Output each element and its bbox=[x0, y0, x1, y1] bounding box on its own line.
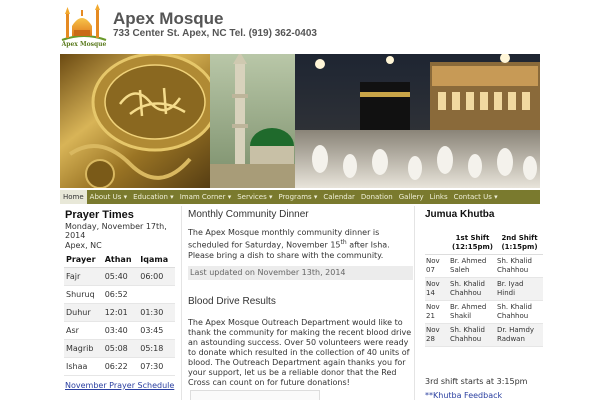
table-row bbox=[64, 357, 175, 375]
iqama-time bbox=[138, 285, 175, 303]
jumua-khutba-panel bbox=[420, 206, 540, 400]
table-row bbox=[425, 323, 543, 346]
nav-services[interactable]: Services ▾ bbox=[237, 193, 273, 201]
nav-programs[interactable]: Programs ▾ bbox=[278, 193, 318, 201]
prayer-name: Duhur bbox=[64, 303, 103, 321]
khutba-date: Nov 14 bbox=[425, 277, 449, 300]
first-shift-speaker: Sh. Khalid Chahhou bbox=[449, 277, 496, 300]
table-row bbox=[64, 303, 175, 321]
nav-imam-corner[interactable]: Imam Corner ▾ bbox=[179, 193, 232, 201]
dinner-post-title[interactable]: Monthly Community Dinner bbox=[188, 209, 309, 220]
iqama-time: 01:30 bbox=[138, 303, 175, 321]
site-header bbox=[0, 0, 600, 52]
second-shift-speaker: Sh. Khalid Chahhou bbox=[496, 300, 543, 323]
table-row bbox=[64, 339, 175, 357]
iqama-time: 07:30 bbox=[138, 357, 175, 375]
logo-caption: Apex Mosque bbox=[61, 41, 107, 48]
prayer-name: Shuruq bbox=[64, 285, 103, 303]
first-shift-speaker: Br. Ahmed Shakil bbox=[449, 300, 496, 323]
col-header-second-shift bbox=[496, 232, 543, 254]
nav-contact-us[interactable]: Contact Us ▾ bbox=[453, 193, 498, 201]
dinner-body-part2: after Isha. Please bring a dish to share with the community. bbox=[188, 240, 390, 260]
second-shift-speaker: Sh. Khalid Chahhou bbox=[496, 254, 543, 277]
table-row bbox=[425, 277, 543, 300]
second-shift-label: 2nd Shift bbox=[501, 233, 538, 242]
col-header-prayer: Prayer bbox=[64, 253, 103, 267]
iqama-time: 06:00 bbox=[138, 267, 175, 285]
prayer-location: Apex, NC bbox=[65, 241, 102, 250]
first-shift-speaker: Br. Ahmed Saleh bbox=[449, 254, 496, 277]
athan-time: 06:22 bbox=[103, 357, 139, 375]
blood-drive-post-title[interactable]: Blood Drive Results bbox=[188, 296, 276, 307]
khutba-date: Nov 21 bbox=[425, 300, 449, 323]
second-shift-speaker: Dr. Hamdy Radwan bbox=[496, 323, 543, 346]
athan-time: 03:40 bbox=[103, 321, 139, 339]
dinner-post-updated: Last updated on November 13th, 2014 bbox=[188, 266, 413, 280]
nav-gallery[interactable]: Gallery bbox=[398, 193, 424, 201]
nav-about-us[interactable]: About Us ▾ bbox=[89, 193, 128, 201]
main-nav bbox=[60, 190, 540, 204]
embedded-media-box bbox=[190, 390, 320, 400]
news-column bbox=[181, 206, 415, 400]
khutba-feedback-link[interactable]: **Khutba Feedback bbox=[425, 391, 503, 400]
prayer-name: Asr bbox=[64, 321, 103, 339]
table-row bbox=[64, 267, 175, 285]
dinner-post-body bbox=[188, 228, 412, 261]
athan-time: 05:40 bbox=[103, 267, 139, 285]
first-shift-time: (12:15pm) bbox=[452, 242, 493, 251]
table-row bbox=[64, 285, 175, 303]
prayer-name: Fajr bbox=[64, 267, 103, 285]
khutba-table bbox=[425, 232, 543, 347]
nav-education[interactable]: Education ▾ bbox=[133, 193, 174, 201]
prayer-schedule-link[interactable]: November Prayer Schedule bbox=[65, 381, 175, 390]
iqama-time: 05:18 bbox=[138, 339, 175, 357]
second-shift-speaker: Br. Iyad Hindi bbox=[496, 277, 543, 300]
iqama-time: 03:45 bbox=[138, 321, 175, 339]
nav-calendar[interactable]: Calendar bbox=[323, 193, 355, 201]
dinner-body-part1: The Apex Mosque monthly community dinner is scheduled for Saturday, November 15 bbox=[188, 228, 380, 250]
mosque-icon bbox=[60, 4, 108, 42]
col-header-date bbox=[425, 232, 449, 254]
jumua-khutba-title: Jumua Khutba bbox=[425, 209, 495, 220]
site-title[interactable]: Apex Mosque bbox=[113, 9, 224, 28]
prayer-times-panel bbox=[60, 206, 178, 400]
col-header-athan: Athan bbox=[103, 253, 139, 267]
athan-time: 12:01 bbox=[103, 303, 139, 321]
khutba-date: Nov 07 bbox=[425, 254, 449, 277]
banner-image bbox=[60, 54, 540, 188]
col-header-iqama: Iqama bbox=[138, 253, 175, 267]
first-shift-speaker: Sh. Khalid Chahhou bbox=[449, 323, 496, 346]
blood-drive-post-body: The Apex Mosque Outreach Department would like to thank the community for making the recent blood drive an astounding success. Over 50 volunteers were ready to donate which resulted in the collection of 40 units of blood. The Outreach Department again thanks you for your support, let us be a reliable donor that the Red Cross can count on for future donations! bbox=[188, 318, 412, 387]
nav-home[interactable]: Home bbox=[60, 190, 87, 204]
nav-donation[interactable]: Donation bbox=[360, 193, 393, 201]
mosque-logo[interactable] bbox=[60, 4, 108, 50]
third-shift-note: 3rd shift starts at 3:15pm bbox=[425, 377, 528, 386]
athan-time: 06:52 bbox=[103, 285, 139, 303]
second-shift-time: (1:15pm) bbox=[501, 242, 538, 251]
prayer-date: Monday, November 17th, 2014 bbox=[65, 222, 167, 240]
prayer-times-title: Prayer Times bbox=[65, 209, 134, 221]
col-header-first-shift bbox=[449, 232, 496, 254]
prayer-name: Magrib bbox=[64, 339, 103, 357]
table-row bbox=[425, 254, 543, 277]
dinner-body-superscript: th bbox=[340, 239, 347, 246]
first-shift-label: 1st Shift bbox=[455, 233, 490, 242]
table-row bbox=[425, 300, 543, 323]
prayer-name: Ishaa bbox=[64, 357, 103, 375]
prayer-times-table bbox=[64, 253, 175, 376]
table-row bbox=[64, 321, 175, 339]
khutba-date: Nov 28 bbox=[425, 323, 449, 346]
athan-time: 05:08 bbox=[103, 339, 139, 357]
site-address: 733 Center St. Apex, NC Tel. (919) 362-0403 bbox=[113, 28, 317, 39]
nav-links[interactable]: Links bbox=[429, 193, 448, 201]
